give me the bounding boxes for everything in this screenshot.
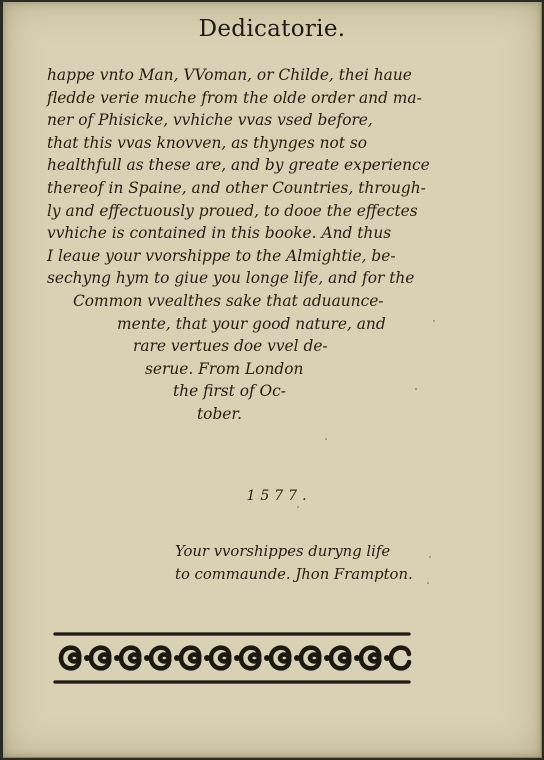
page [3,2,542,758]
paper-speck [297,506,299,508]
text-line: that this vvas knovven, as thynges not so [47,133,368,152]
text-line: rare vertues doe vvel de- [133,337,328,356]
text-line: I leaue your vvorshippe to the Almightie, be- [47,246,396,265]
signature-line: Your vvorshippes duryng life [175,543,391,560]
text-line: fledde verie muche from the olde order and ma- [47,88,422,107]
text-line: mente, that your good nature, and [117,314,386,333]
page-heading: Dedicatorie. [198,16,346,42]
signature-line: to commaunde. Jhon Frampton. [175,566,413,583]
dedication-text [45,64,445,426]
date-line: 1577. [246,488,312,504]
scrollwork-ornament-icon [51,626,413,690]
paper-speck [429,556,431,558]
text-line: healthfull as these are, and by greate experience [47,156,430,175]
text-line: sechyng hym to giue you longe life, and for the [47,269,415,288]
text-line: the first of Oc- [173,382,286,401]
text-line: ly and effectuously proued, to dooe the effectes [47,201,418,220]
text-line: ner of Phisicke, vvhiche vvas vsed before, [47,111,373,130]
paper-speck [415,388,417,390]
signature-block [175,540,413,586]
text-line: happe vnto Man, VVoman, or Childe, thei haue [47,66,412,84]
text-line: thereof in Spaine, and other Countries, through- [47,178,426,197]
paper-speck [427,582,429,584]
text-line: vvhiche is contained in this booke. And thus [47,224,392,243]
paper-speck [325,438,327,440]
text-line: serue. From London [145,359,304,378]
paper-speck [433,320,435,322]
text-line: tober. [197,404,242,423]
text-line: Common vvealthes sake that aduauncе- [73,291,384,310]
